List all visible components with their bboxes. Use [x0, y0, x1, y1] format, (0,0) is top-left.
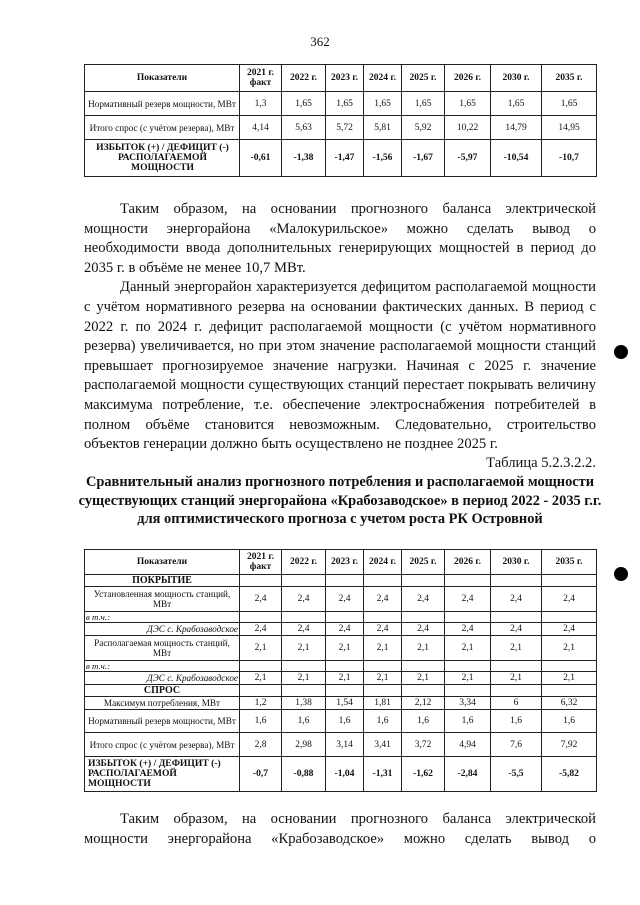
value-cell: 1,6 — [491, 710, 542, 733]
value-cell: 2,1 — [402, 636, 445, 661]
value-cell: 2,4 — [542, 587, 597, 612]
value-cell: 2,1 — [364, 672, 402, 685]
value-cell: 2,4 — [491, 623, 542, 636]
row-label: Максимум потребления, МВт — [85, 697, 240, 710]
value-cell: -1,38 — [282, 140, 326, 177]
value-cell: 5,63 — [282, 116, 326, 140]
table-row — [85, 587, 597, 612]
note-label: в т.ч.: — [85, 612, 240, 623]
value-cell: 1,6 — [364, 710, 402, 733]
section-row-demand — [85, 685, 597, 697]
table-row — [85, 733, 597, 757]
header-cell: Показатели — [85, 65, 240, 92]
header-cell: 2023 г. — [326, 550, 364, 575]
header-cell: 2025 г. — [402, 65, 445, 92]
page-number: 362 — [310, 34, 330, 49]
value-cell: 1,6 — [326, 710, 364, 733]
value-cell: 2,4 — [282, 587, 326, 612]
note-row — [85, 612, 597, 623]
value-cell: 1,6 — [240, 710, 282, 733]
header-cell: 2030 г. — [491, 550, 542, 575]
value-cell: 3,14 — [326, 733, 364, 757]
value-cell: 2,4 — [282, 623, 326, 636]
margin-marker-icon — [614, 345, 628, 359]
value-cell: 2,4 — [326, 623, 364, 636]
value-cell: 3,41 — [364, 733, 402, 757]
header-cell: 2022 г. — [282, 65, 326, 92]
value-cell: 2,1 — [364, 636, 402, 661]
header-cell: 2022 г. — [282, 550, 326, 575]
header-cell: Показатели — [85, 550, 240, 575]
value-cell: 2,4 — [491, 587, 542, 612]
table-row — [85, 672, 597, 685]
table-number: Таблица 5.2.3.2.2. — [486, 455, 596, 471]
header-cell: 2030 г. — [491, 65, 542, 92]
balance-table-krabozavodskoe — [84, 549, 597, 792]
body-text-bottom — [84, 810, 596, 849]
table-row — [85, 710, 597, 733]
section-label: ПОКРЫТИЕ — [85, 575, 240, 587]
value-cell: -1,56 — [364, 140, 402, 177]
section-row-coverage — [85, 575, 597, 587]
value-cell: 2,4 — [402, 623, 445, 636]
row-label: Установленная мощность станций, МВт — [85, 587, 240, 612]
value-cell: -10,54 — [491, 140, 542, 177]
value-cell: 6,32 — [542, 697, 597, 710]
body-text — [84, 200, 596, 455]
value-cell: 2,1 — [240, 672, 282, 685]
value-cell: 2,4 — [326, 587, 364, 612]
row-label: Итого спрос (с учётом резерва), МВт — [85, 116, 240, 140]
value-cell: -0,88 — [282, 757, 326, 792]
header-cell: 2035 г. — [542, 65, 597, 92]
note-label: в т.ч.: — [85, 661, 240, 672]
value-cell: 2,4 — [445, 587, 491, 612]
table-row-balance — [85, 757, 597, 792]
paragraph: Таким образом, на основании прогнозного баланса электрической мощности энергорайона «Крабозаводское» можно сделать вывод о — [84, 811, 596, 847]
value-cell: 2,4 — [240, 587, 282, 612]
value-cell: 2,4 — [364, 623, 402, 636]
value-cell: 2,1 — [282, 636, 326, 661]
value-cell: 1,65 — [491, 92, 542, 116]
value-cell: 5,72 — [326, 116, 364, 140]
value-cell: 2,4 — [542, 623, 597, 636]
value-cell: 1,2 — [240, 697, 282, 710]
value-cell: 1,6 — [402, 710, 445, 733]
value-cell: -1,47 — [326, 140, 364, 177]
table-header-row — [85, 550, 597, 575]
value-cell: 4,14 — [240, 116, 282, 140]
value-cell: 2,1 — [326, 672, 364, 685]
value-cell: 2,1 — [282, 672, 326, 685]
header-cell: 2025 г. — [402, 550, 445, 575]
table-title: Сравнительный анализ прогнозного потребления и располагаемой мощности существующих станций энергорайона «Крабозаводское» в период 2022 - 2035 г.г. для оптимистического прогноза с учетом роста РК Островной — [78, 474, 602, 527]
value-cell: 2,1 — [326, 636, 364, 661]
value-cell: 7,6 — [491, 733, 542, 757]
value-cell: 2,4 — [445, 623, 491, 636]
value-cell: -5,82 — [542, 757, 597, 792]
paragraph: Данный энергорайон характеризуется дефицитом располагаемой мощности с учётом нормативного резерва на основании фактических данных. В период с 2022 г. по 2024 г. дефицит располагаемой мощности (с учётом нормативного резерва) увеличивается, но при этом значение располагаемой мощности станций превышает прогнозируемое значение нагрузки. Начиная с 2025 г. значение располагаемой мощности существующих станций перестает покрывать величину максимума потребление, т.е. обеспечение электроснабжения потребителей в полном объёме становится невозможным. Следовательно, строительство объектов генерации должно быть осуществлено не позднее 2025 г. — [84, 279, 596, 453]
table-row — [85, 623, 597, 636]
value-cell: 1,6 — [542, 710, 597, 733]
value-cell: 2,4 — [402, 587, 445, 612]
value-cell: 1,65 — [542, 92, 597, 116]
value-cell: 3,72 — [402, 733, 445, 757]
value-cell: -10,7 — [542, 140, 597, 177]
value-cell: 1,38 — [282, 697, 326, 710]
value-cell: 1,65 — [282, 92, 326, 116]
value-cell: -0,7 — [240, 757, 282, 792]
table-row — [85, 116, 597, 140]
value-cell: 2,98 — [282, 733, 326, 757]
value-cell: 1,65 — [326, 92, 364, 116]
value-cell: 1,65 — [402, 92, 445, 116]
value-cell: 2,8 — [240, 733, 282, 757]
value-cell: 5,81 — [364, 116, 402, 140]
value-cell: 6 — [491, 697, 542, 710]
value-cell: -1,31 — [364, 757, 402, 792]
row-label: Нормативный резерв мощности, МВт — [85, 710, 240, 733]
section-label: СПРОС — [85, 685, 240, 697]
value-cell: -5,5 — [491, 757, 542, 792]
value-cell: 2,1 — [491, 672, 542, 685]
value-cell: 4,94 — [445, 733, 491, 757]
row-label: ИЗБЫТОК (+) / ДЕФИЦИТ (-) РАСПОЛАГАЕМОЙ МОЩНОСТИ — [85, 140, 240, 177]
value-cell: 2,1 — [542, 672, 597, 685]
value-cell: 2,1 — [445, 672, 491, 685]
value-cell: 7,92 — [542, 733, 597, 757]
header-cell: 2026 г. — [445, 65, 491, 92]
row-label: ДЭС с. Крабозаводское — [85, 672, 240, 685]
row-label: ИЗБЫТОК (+) / ДЕФИЦИТ (-) РАСПОЛАГАЕМОЙ МОЩНОСТИ — [85, 757, 240, 792]
value-cell: 14,95 — [542, 116, 597, 140]
value-cell: 10,22 — [445, 116, 491, 140]
value-cell: 1,3 — [240, 92, 282, 116]
value-cell: -1,67 — [402, 140, 445, 177]
value-cell: 14,79 — [491, 116, 542, 140]
value-cell: 2,1 — [402, 672, 445, 685]
value-cell: 1,65 — [445, 92, 491, 116]
row-label: Итого спрос (с учётом резерва), МВт — [85, 733, 240, 757]
table-row-balance — [85, 140, 597, 177]
value-cell: -0,61 — [240, 140, 282, 177]
value-cell: 2,12 — [402, 697, 445, 710]
value-cell: 1,65 — [364, 92, 402, 116]
table-header-row — [85, 65, 597, 92]
value-cell: -1,62 — [402, 757, 445, 792]
value-cell: -2,84 — [445, 757, 491, 792]
value-cell: 2,4 — [240, 623, 282, 636]
value-cell: 1,6 — [282, 710, 326, 733]
value-cell: 1,81 — [364, 697, 402, 710]
value-cell: 2,1 — [542, 636, 597, 661]
header-cell: 2024 г. — [364, 65, 402, 92]
header-cell: 2021 г. факт — [240, 65, 282, 92]
value-cell: 1,6 — [445, 710, 491, 733]
row-label: Располагаемая мощность станций, МВт — [85, 636, 240, 661]
header-cell: 2024 г. — [364, 550, 402, 575]
value-cell: 2,1 — [240, 636, 282, 661]
paragraph: Таким образом, на основании прогнозного баланса электрической мощности энергорайона «Малокурильское» можно сделать вывод о необходимости ввода дополнительных генерирующих мощностей в период до 2035 г. в объёме не менее 10,7 МВт. — [84, 201, 596, 276]
table-row — [85, 697, 597, 710]
header-cell: 2021 г. факт — [240, 550, 282, 575]
row-label: ДЭС с. Крабозаводское — [85, 623, 240, 636]
value-cell: 2,4 — [364, 587, 402, 612]
margin-marker-icon — [614, 567, 628, 581]
value-cell: -1,04 — [326, 757, 364, 792]
header-cell: 2026 г. — [445, 550, 491, 575]
header-cell: 2023 г. — [326, 65, 364, 92]
value-cell: -5,97 — [445, 140, 491, 177]
row-label: Нормативный резерв мощности, МВт — [85, 92, 240, 116]
note-row — [85, 661, 597, 672]
value-cell: 2,1 — [491, 636, 542, 661]
balance-table-malokurilskoe — [84, 64, 597, 177]
table-row — [85, 92, 597, 116]
value-cell: 3,34 — [445, 697, 491, 710]
value-cell: 5,92 — [402, 116, 445, 140]
header-cell: 2035 г. — [542, 550, 597, 575]
table-row — [85, 636, 597, 661]
value-cell: 2,1 — [445, 636, 491, 661]
value-cell: 1,54 — [326, 697, 364, 710]
